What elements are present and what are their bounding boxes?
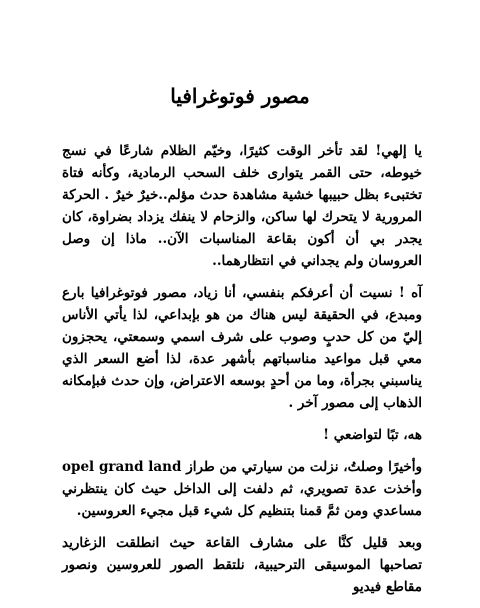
paragraph: وأخيرًا وصلتُ، نزلت من سيارتي من طراز opel grand land وأخذت عدة تصويري، ثم دلفت إلى الداخل حيث كان ينتظرني مساعدي ومن ثمَّ قمنا بتنظيم كل شيء قبل مجيء العروسين.	[62, 459, 423, 519]
paragraph: هه، تبًا لتواضعي !	[323, 427, 422, 443]
paragraph: وبعد قليل كنَّا على مشارف القاعة حيث انطلقت الزغاريد تصاحبها الموسيقى الترحيبية، نلتقط الصور للعروسين ونصور مقاطع فيديو	[62, 535, 422, 595]
paragraph: آه ! نسيت أن أعرفكم بنفسي، أنا زياد، مصور فوتوغرافيا بارع ومبدع، في الحقيقة ليس هناك من هو بإبداعي، لذا يأتي الأناس إليّ من كل حدبٍ وصوب على شرف اسمي وسمعتي، يحجزون معي قبل مواعيد مناسباتهم بأشهر عدة، لذا أضع السعر الذي يناسبني بجرأة، وما من أحدٍ بوسعه الاعتراض، وإن حدث فبإمكانه الذهاب إلى مصور آخر .	[62, 285, 422, 411]
document-body	[62, 140, 422, 608]
document-title: مصور فوتوغرافيا	[170, 84, 310, 108]
paragraph: يا إلهي! لقد تأخر الوقت كثيرًا، وخيّم الظلام شارعًا في نسج خيوطه، حتى القمر يتوارى خلف السحب الرمادية، وكأنه فتاة تختبىء بظل حبيبها خشية مشاهدة حدث مؤلم..خيرٌ خيرٌ . الحركة المرورية لا يتحرك لها ساكن، والزحام لا ينفك يزداد بضراوة، كان يجدر بي أن أكون بقاعة المناسبات الآن.. ماذا إن وصل العروسان ولم يجداني في انتظارهما..	[62, 143, 422, 269]
